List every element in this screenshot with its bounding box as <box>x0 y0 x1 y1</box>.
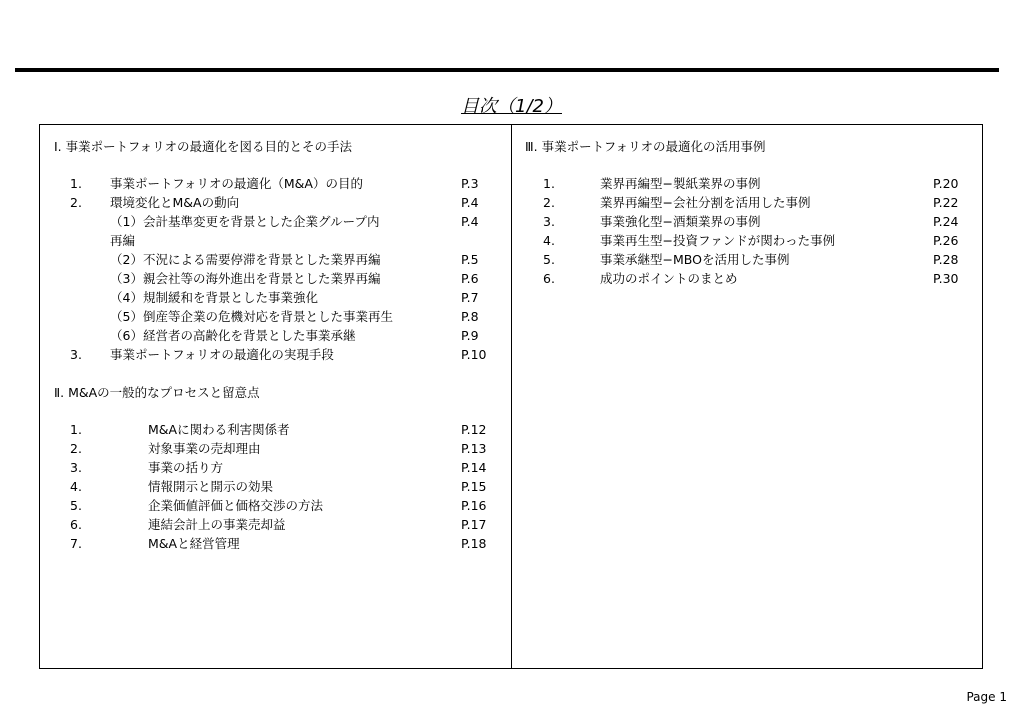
toc-page: P.18 <box>461 536 487 551</box>
toc-num: 6. <box>70 517 82 532</box>
toc-num: 1. <box>70 176 82 191</box>
toc-num: 4. <box>543 233 555 248</box>
toc-page: P.15 <box>461 479 487 494</box>
toc-label: 事業再生型−投資ファンドが関わった事例 <box>600 233 836 248</box>
section-heading-3: Ⅲ. 事業ポートフォリオの最適化の活用事例 <box>525 139 766 154</box>
toc-label: M&Aに関わる利害関係者 <box>148 422 290 437</box>
toc-num: 7. <box>70 536 82 551</box>
toc-label: （2）不況による需要停滞を背景とした業界再編 <box>110 252 381 267</box>
toc-page: P.7 <box>461 290 479 305</box>
toc-num: 1. <box>543 176 555 191</box>
toc-label: M&Aと経営管理 <box>148 536 240 551</box>
toc-num: 5. <box>70 498 82 513</box>
section-heading-2: Ⅱ. M&Aの一般的なプロセスと留意点 <box>54 385 260 400</box>
toc-page: P.3 <box>461 176 479 191</box>
toc-num: 2. <box>70 195 82 210</box>
toc-label: 事業ポートフォリオの最適化の実現手段 <box>110 347 334 362</box>
toc-num: 3. <box>543 214 555 229</box>
toc-label: 環境変化とM&Aの動向 <box>110 195 240 210</box>
toc-num: 4. <box>70 479 82 494</box>
toc-page: P.13 <box>461 441 487 456</box>
toc-label: （6）経営者の高齢化を背景とした事業承継 <box>110 328 356 343</box>
toc-label: 情報開示と開示の効果 <box>148 479 274 494</box>
toc-page: P.28 <box>933 252 959 267</box>
toc-label: 事業ポートフォリオの最適化（M&A）の目的 <box>110 176 363 191</box>
toc-num: 5. <box>543 252 555 267</box>
toc-page: P.12 <box>461 422 487 437</box>
toc-label: 業界再編型−会社分割を活用した事例 <box>600 195 811 210</box>
toc-label: 成功のポイントのまとめ <box>600 271 738 286</box>
toc-label: 業界再編型−製紙業界の事例 <box>600 176 761 191</box>
toc-page: P.26 <box>933 233 959 248</box>
page-label: Page <box>966 690 996 704</box>
toc-page: P.4 <box>461 214 479 229</box>
toc-label: 対象事業の売却理由 <box>148 441 261 456</box>
toc-num: 3. <box>70 460 82 475</box>
toc-page: P.5 <box>461 252 479 267</box>
header-rule <box>15 68 999 72</box>
toc-num: 6. <box>543 271 555 286</box>
toc-label: （3）親会社等の海外進出を背景とした業界再編 <box>110 271 381 286</box>
toc-page: P.8 <box>461 309 479 324</box>
toc-page: P.6 <box>461 271 479 286</box>
toc-label: （1）会計基準変更を背景とした企業グループ内 <box>110 214 380 229</box>
page-number <box>966 690 1007 704</box>
toc-page: P.22 <box>933 195 959 210</box>
toc-page: P.10 <box>461 347 487 362</box>
column-divider <box>511 125 512 668</box>
toc-label: （5）倒産等企業の危機対応を背景とした事業再生 <box>110 309 393 324</box>
toc-num: 2. <box>70 441 82 456</box>
toc-label: 事業強化型−酒類業界の事例 <box>600 214 761 229</box>
toc-page: P.4 <box>461 195 479 210</box>
toc-table <box>39 124 983 669</box>
toc-page: P.16 <box>461 498 487 513</box>
toc-num: 1. <box>70 422 82 437</box>
toc-label: 再編 <box>110 233 136 248</box>
toc-page: P.17 <box>461 517 487 532</box>
toc-label: 事業承継型−MBOを活用した事例 <box>600 252 790 267</box>
page-number-value: 1 <box>999 690 1007 704</box>
section-heading-1: Ⅰ. 事業ポートフォリオの最適化を図る目的とその手法 <box>54 139 353 154</box>
toc-page: P.20 <box>933 176 959 191</box>
toc-page: P.14 <box>461 460 487 475</box>
toc-label: （4）規制緩和を背景とした事業強化 <box>110 290 318 305</box>
toc-num: 2. <box>543 195 555 210</box>
toc-label: 事業の括り方 <box>148 460 224 475</box>
toc-label: 企業価値評価と価格交渉の方法 <box>148 498 324 513</box>
page-title: 目次（1/2） <box>461 96 562 117</box>
toc-page: P.24 <box>933 214 959 229</box>
toc-page: P.30 <box>933 271 959 286</box>
toc-num: 3. <box>70 347 82 362</box>
toc-label: 連結会計上の事業売却益 <box>148 517 286 532</box>
toc-page: P.9 <box>461 328 479 343</box>
